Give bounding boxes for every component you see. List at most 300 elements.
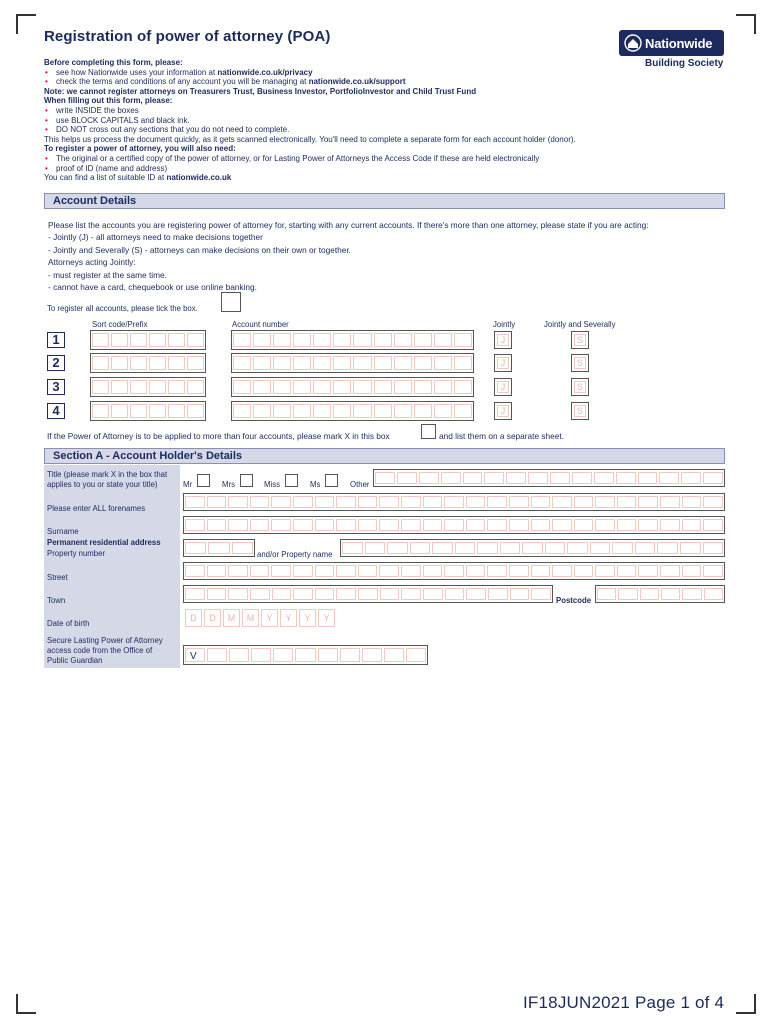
char-cell[interactable] xyxy=(597,588,616,600)
char-cell[interactable] xyxy=(358,565,378,577)
char-cell[interactable] xyxy=(445,588,465,600)
dob-field[interactable] xyxy=(185,609,337,627)
char-cell[interactable] xyxy=(233,380,251,394)
col-jointly: Jointly xyxy=(493,320,516,329)
char-cell[interactable] xyxy=(375,472,395,484)
char-cell[interactable] xyxy=(273,380,291,394)
char-cell[interactable] xyxy=(185,565,205,577)
char-cell[interactable] xyxy=(703,496,723,508)
title-mr-checkbox[interactable] xyxy=(197,474,210,487)
char-cell[interactable] xyxy=(682,519,702,531)
char-cell[interactable] xyxy=(401,565,421,577)
char-cell[interactable] xyxy=(228,565,248,577)
page-title: Registration of power of attorney (POA) xyxy=(44,28,331,45)
char-cell[interactable] xyxy=(703,519,723,531)
char-cell[interactable] xyxy=(406,648,426,662)
char-cell[interactable] xyxy=(384,648,404,662)
section-a-heading: Section A - Account Holder's Details xyxy=(44,448,725,464)
dob-cell[interactable]: Y xyxy=(280,609,297,627)
char-cell[interactable] xyxy=(207,648,227,662)
char-cell[interactable] xyxy=(510,588,530,600)
char-cell[interactable] xyxy=(185,542,206,554)
sort-code-field[interactable] xyxy=(90,330,206,350)
char-cell[interactable] xyxy=(293,496,313,508)
char-cell[interactable] xyxy=(638,565,658,577)
char-cell[interactable] xyxy=(454,356,472,370)
char-cell[interactable] xyxy=(250,588,270,600)
char-cell[interactable] xyxy=(531,565,551,577)
dob-cell[interactable]: D xyxy=(204,609,221,627)
char-cell[interactable] xyxy=(295,648,315,662)
char-cell[interactable] xyxy=(454,333,472,347)
title-ms-checkbox[interactable] xyxy=(325,474,338,487)
char-cell[interactable] xyxy=(441,472,461,484)
char-cell[interactable] xyxy=(362,648,382,662)
char-cell[interactable] xyxy=(340,648,360,662)
char-cell[interactable] xyxy=(250,496,270,508)
more-accounts-text: If the Power of Attorney is to be applied to more than four accounts, please mark X in this box xyxy=(47,431,390,441)
char-cell[interactable] xyxy=(682,565,702,577)
char-cell[interactable] xyxy=(401,588,421,600)
char-cell[interactable] xyxy=(353,356,371,370)
char-cell[interactable] xyxy=(92,380,109,394)
char-cell[interactable] xyxy=(185,496,205,508)
lpa-label-3: Public Guardian xyxy=(47,656,103,665)
lpa-label-2: access code from the Office of xyxy=(47,646,153,655)
char-cell[interactable] xyxy=(271,565,291,577)
char-cell[interactable] xyxy=(682,588,701,600)
char-cell[interactable] xyxy=(703,565,723,577)
account-row-number: 3 xyxy=(47,379,65,395)
char-cell[interactable] xyxy=(401,519,421,531)
char-cell[interactable] xyxy=(704,588,723,600)
char-cell[interactable] xyxy=(273,404,291,418)
char-cell[interactable] xyxy=(353,333,371,347)
id-text xyxy=(44,173,684,183)
account-number-field[interactable] xyxy=(231,330,474,350)
char-cell[interactable] xyxy=(272,588,292,600)
char-cell[interactable] xyxy=(463,472,483,484)
char-cell[interactable] xyxy=(187,380,204,394)
char-cell[interactable] xyxy=(232,542,253,554)
char-cell[interactable] xyxy=(682,496,702,508)
char-cell[interactable] xyxy=(187,404,204,418)
char-cell[interactable] xyxy=(414,333,432,347)
char-cell[interactable] xyxy=(531,588,551,600)
char-cell[interactable] xyxy=(336,496,356,508)
char-cell[interactable] xyxy=(574,565,594,577)
letter-placeholder: S xyxy=(574,357,586,369)
surname-field[interactable] xyxy=(183,516,725,534)
char-cell[interactable] xyxy=(419,472,439,484)
char-cell[interactable] xyxy=(638,519,658,531)
char-cell[interactable] xyxy=(444,565,464,577)
char-cell[interactable] xyxy=(228,588,248,600)
char-cell[interactable] xyxy=(379,565,399,577)
char-cell[interactable] xyxy=(394,380,412,394)
account-number-field[interactable] xyxy=(231,377,474,397)
char-cell[interactable] xyxy=(477,542,498,554)
char-cell[interactable] xyxy=(466,565,486,577)
intro-instructions xyxy=(44,58,684,183)
nationwide-logo xyxy=(619,30,724,56)
jointly-severally-box[interactable] xyxy=(571,354,589,372)
postcode-field[interactable] xyxy=(595,585,725,603)
account-number-field[interactable] xyxy=(231,353,474,373)
col-account-number: Account number xyxy=(232,320,289,329)
char-cell[interactable] xyxy=(640,588,659,600)
char-cell[interactable] xyxy=(552,496,572,508)
char-cell[interactable] xyxy=(185,588,205,600)
char-cell[interactable] xyxy=(410,542,431,554)
char-cell[interactable] xyxy=(394,404,412,418)
char-cell[interactable] xyxy=(168,380,185,394)
title-label-1: Title (please mark X in the box that xyxy=(47,470,168,479)
town-field[interactable] xyxy=(183,585,553,603)
char-cell[interactable] xyxy=(617,519,637,531)
char-cell[interactable] xyxy=(380,588,400,600)
char-cell[interactable] xyxy=(333,333,351,347)
more-accounts-checkbox[interactable] xyxy=(421,424,436,439)
more-accounts-post: and list them on a separate sheet. xyxy=(439,431,564,441)
char-cell[interactable] xyxy=(618,588,637,600)
char-cell[interactable] xyxy=(681,472,701,484)
char-cell[interactable] xyxy=(365,542,386,554)
dob-cell[interactable]: Y xyxy=(261,609,278,627)
char-cell[interactable] xyxy=(423,565,443,577)
sort-code-field[interactable] xyxy=(90,377,206,397)
before-heading: Before completing this form, please: xyxy=(44,58,183,67)
char-cell[interactable] xyxy=(358,588,378,600)
char-cell[interactable] xyxy=(149,404,166,418)
char-cell[interactable] xyxy=(313,333,331,347)
title-mrs-label: Mrs xyxy=(222,480,235,489)
char-cell[interactable] xyxy=(595,496,615,508)
char-cell[interactable] xyxy=(638,496,658,508)
char-cell[interactable] xyxy=(336,588,356,600)
char-cell[interactable] xyxy=(273,333,291,347)
char-cell[interactable] xyxy=(333,356,351,370)
char-cell[interactable] xyxy=(434,356,452,370)
char-cell[interactable] xyxy=(315,496,335,508)
char-cell[interactable] xyxy=(509,519,529,531)
char-cell[interactable] xyxy=(253,356,271,370)
char-cell[interactable] xyxy=(423,519,443,531)
char-cell[interactable] xyxy=(595,565,615,577)
dob-label: Date of birth xyxy=(47,619,90,628)
char-cell[interactable] xyxy=(293,333,311,347)
char-cell[interactable] xyxy=(638,472,658,484)
char-cell[interactable] xyxy=(567,542,588,554)
char-cell[interactable] xyxy=(313,380,331,394)
nationwide-house-icon xyxy=(623,34,643,52)
char-cell[interactable] xyxy=(374,404,392,418)
char-cell[interactable] xyxy=(500,542,521,554)
char-cell[interactable] xyxy=(228,496,248,508)
char-cell[interactable] xyxy=(423,588,443,600)
char-cell[interactable] xyxy=(207,588,227,600)
street-field[interactable] xyxy=(183,562,725,580)
forenames-field-1[interactable] xyxy=(183,493,725,511)
char-cell[interactable] xyxy=(92,356,109,370)
need-item: • proof of ID (name and address) xyxy=(44,164,684,174)
char-cell[interactable] xyxy=(187,356,204,370)
bullet-text: see how Nationwide uses your information at xyxy=(56,67,218,77)
property-name-label: and/or Property name xyxy=(257,550,333,559)
char-cell[interactable] xyxy=(434,380,452,394)
char-cell[interactable] xyxy=(487,496,507,508)
char-cell[interactable] xyxy=(273,648,293,662)
jointly-severally-box[interactable] xyxy=(571,402,589,420)
char-cell[interactable] xyxy=(313,356,331,370)
jointly-severally-box[interactable] xyxy=(571,331,589,349)
char-cell[interactable] xyxy=(414,404,432,418)
char-cell[interactable] xyxy=(149,333,166,347)
postcode-label: Postcode xyxy=(556,596,592,605)
char-cell[interactable] xyxy=(342,542,363,554)
page-footer: IF18JUN2021 Page 1 of 4 xyxy=(523,993,725,1012)
char-cell[interactable] xyxy=(612,542,633,554)
char-cell[interactable] xyxy=(434,404,452,418)
char-cell[interactable] xyxy=(550,472,570,484)
char-cell[interactable] xyxy=(233,356,251,370)
char-cell[interactable] xyxy=(111,333,128,347)
char-cell[interactable] xyxy=(250,565,270,577)
property-number-field[interactable] xyxy=(183,539,255,557)
char-cell[interactable] xyxy=(434,333,452,347)
char-cell[interactable] xyxy=(455,542,476,554)
char-cell[interactable] xyxy=(185,519,205,531)
crop-mark-bottom-right xyxy=(736,994,756,1014)
char-cell[interactable] xyxy=(253,380,271,394)
jointly-box[interactable] xyxy=(494,378,512,396)
char-cell[interactable] xyxy=(590,542,611,554)
char-cell[interactable] xyxy=(273,356,291,370)
title-other-field[interactable] xyxy=(373,469,725,487)
title-label-2: applies to you or state your title) xyxy=(47,480,158,489)
account-number-field[interactable] xyxy=(231,401,474,421)
char-cell[interactable] xyxy=(466,588,486,600)
char-cell[interactable] xyxy=(207,565,227,577)
bullet-text: check the terms and conditions of any account you will be managing at xyxy=(56,77,309,87)
char-cell[interactable] xyxy=(545,542,566,554)
char-cell[interactable] xyxy=(293,404,311,418)
intro-bullet xyxy=(44,68,684,78)
char-cell[interactable] xyxy=(680,542,701,554)
char-cell[interactable] xyxy=(233,333,251,347)
char-cell[interactable] xyxy=(394,356,412,370)
sort-code-field[interactable] xyxy=(90,401,206,421)
char-cell[interactable] xyxy=(229,648,249,662)
char-cell[interactable] xyxy=(111,380,128,394)
jointly-severally-box[interactable] xyxy=(571,378,589,396)
char-cell[interactable] xyxy=(374,333,392,347)
char-cell[interactable] xyxy=(661,588,680,600)
char-cell[interactable] xyxy=(531,496,551,508)
logo-subtitle: Building Society xyxy=(645,58,724,69)
char-cell[interactable] xyxy=(293,380,311,394)
char-cell[interactable] xyxy=(444,519,464,531)
char-cell[interactable] xyxy=(484,472,504,484)
char-cell[interactable] xyxy=(414,380,432,394)
account-details-heading: Account Details xyxy=(44,193,725,209)
char-cell[interactable] xyxy=(333,404,351,418)
title-miss-checkbox[interactable] xyxy=(285,474,298,487)
char-cell[interactable] xyxy=(595,519,615,531)
jointly-box[interactable] xyxy=(494,331,512,349)
char-cell[interactable] xyxy=(318,648,338,662)
char-cell[interactable] xyxy=(703,542,724,554)
char-cell[interactable] xyxy=(130,380,147,394)
char-cell[interactable] xyxy=(315,565,335,577)
char-cell[interactable] xyxy=(336,565,356,577)
address-heading: Permanent residential address xyxy=(47,538,161,547)
char-cell[interactable] xyxy=(207,496,227,508)
char-cell[interactable] xyxy=(130,356,147,370)
surname-label: Surname xyxy=(47,527,79,536)
char-cell[interactable] xyxy=(423,496,443,508)
char-cell[interactable] xyxy=(111,404,128,418)
char-cell[interactable] xyxy=(466,519,486,531)
char-cell[interactable] xyxy=(703,472,723,484)
char-cell[interactable] xyxy=(358,496,378,508)
char-cell[interactable] xyxy=(397,472,417,484)
char-cell[interactable] xyxy=(660,496,680,508)
char-cell[interactable] xyxy=(130,333,147,347)
char-cell[interactable] xyxy=(187,333,204,347)
char-cell[interactable] xyxy=(616,472,636,484)
char-cell[interactable] xyxy=(659,472,679,484)
char-cell[interactable] xyxy=(660,519,680,531)
account-row-number: 4 xyxy=(47,403,65,419)
char-cell[interactable] xyxy=(92,333,109,347)
crop-mark-top-right xyxy=(736,14,756,34)
char-cell[interactable] xyxy=(414,356,432,370)
char-cell[interactable] xyxy=(552,565,572,577)
char-cell[interactable] xyxy=(208,542,229,554)
char-cell[interactable] xyxy=(574,519,594,531)
dob-cell[interactable]: M xyxy=(242,609,259,627)
char-cell[interactable] xyxy=(617,565,637,577)
char-cell[interactable] xyxy=(522,542,543,554)
char-cell[interactable] xyxy=(250,519,270,531)
char-cell[interactable] xyxy=(293,519,313,531)
char-cell[interactable] xyxy=(617,496,637,508)
char-cell[interactable] xyxy=(454,380,472,394)
char-cell[interactable] xyxy=(444,496,464,508)
char-cell[interactable] xyxy=(572,472,592,484)
dob-cell[interactable]: Y xyxy=(318,609,335,627)
char-cell[interactable] xyxy=(574,496,594,508)
char-cell[interactable] xyxy=(336,519,356,531)
char-cell[interactable] xyxy=(353,404,371,418)
char-cell[interactable] xyxy=(374,356,392,370)
char-cell[interactable] xyxy=(387,542,408,554)
char-cell[interactable] xyxy=(271,496,291,508)
char-cell[interactable] xyxy=(253,333,271,347)
char-cell[interactable] xyxy=(315,519,335,531)
char-cell[interactable] xyxy=(168,356,185,370)
tick-all-label: To register all accounts, please tick the box. xyxy=(47,304,198,313)
char-cell[interactable] xyxy=(353,380,371,394)
char-cell[interactable] xyxy=(253,404,271,418)
register-all-checkbox[interactable] xyxy=(221,292,241,312)
char-cell[interactable] xyxy=(207,519,227,531)
char-cell[interactable] xyxy=(394,333,412,347)
char-cell[interactable] xyxy=(92,404,109,418)
property-name-field[interactable] xyxy=(340,539,725,557)
jointly-box[interactable] xyxy=(494,402,512,420)
char-cell[interactable] xyxy=(233,404,251,418)
char-cell[interactable] xyxy=(313,404,331,418)
jointly-box[interactable] xyxy=(494,354,512,372)
char-cell[interactable] xyxy=(487,519,507,531)
title-mrs-checkbox[interactable] xyxy=(240,474,253,487)
char-cell[interactable] xyxy=(228,519,248,531)
char-cell[interactable] xyxy=(358,519,378,531)
id-link[interactable]: nationwide.co.uk xyxy=(166,173,232,183)
char-cell[interactable] xyxy=(509,565,529,577)
char-cell[interactable] xyxy=(657,542,678,554)
dob-cell[interactable]: Y xyxy=(299,609,316,627)
dob-cell[interactable]: D xyxy=(185,609,202,627)
account-line: - cannot have a card, chequebook or use online banking. xyxy=(48,282,257,293)
char-cell[interactable] xyxy=(111,356,128,370)
char-cell[interactable] xyxy=(130,404,147,418)
account-line: - must register at the same time. xyxy=(48,269,167,280)
char-cell[interactable] xyxy=(401,496,421,508)
char-cell[interactable] xyxy=(293,356,311,370)
char-cell[interactable] xyxy=(506,472,526,484)
char-cell[interactable] xyxy=(168,404,185,418)
char-cell[interactable] xyxy=(379,496,399,508)
privacy-link[interactable]: nationwide.co.uk/privacy xyxy=(217,67,313,77)
letter-placeholder: J xyxy=(497,357,509,369)
char-cell[interactable] xyxy=(271,519,291,531)
char-cell[interactable] xyxy=(293,565,313,577)
intro-bullet xyxy=(44,77,684,87)
dob-cell[interactable]: M xyxy=(223,609,240,627)
title-ms-label: Ms xyxy=(310,480,321,489)
char-cell[interactable] xyxy=(528,472,548,484)
char-cell[interactable] xyxy=(531,519,551,531)
char-cell[interactable] xyxy=(168,333,185,347)
char-cell[interactable] xyxy=(293,588,313,600)
support-link[interactable]: nationwide.co.uk/support xyxy=(308,77,406,87)
char-cell[interactable] xyxy=(432,542,453,554)
char-cell[interactable] xyxy=(594,472,614,484)
char-cell[interactable] xyxy=(379,519,399,531)
char-cell[interactable] xyxy=(552,519,572,531)
lpa-prefix: V xyxy=(190,651,197,662)
char-cell[interactable] xyxy=(488,588,508,600)
char-cell[interactable] xyxy=(149,356,166,370)
col-sort-code: Sort code/Prefix xyxy=(92,320,148,329)
lpa-code-field[interactable] xyxy=(183,645,428,665)
char-cell[interactable] xyxy=(149,380,166,394)
char-cell[interactable] xyxy=(635,542,656,554)
char-cell[interactable] xyxy=(487,565,507,577)
char-cell[interactable] xyxy=(509,496,529,508)
char-cell[interactable] xyxy=(466,496,486,508)
char-cell[interactable] xyxy=(315,588,335,600)
char-cell[interactable] xyxy=(333,380,351,394)
char-cell[interactable] xyxy=(251,648,271,662)
char-cell[interactable] xyxy=(454,404,472,418)
char-cell[interactable] xyxy=(374,380,392,394)
sort-code-field[interactable] xyxy=(90,353,206,373)
char-cell[interactable] xyxy=(660,565,680,577)
